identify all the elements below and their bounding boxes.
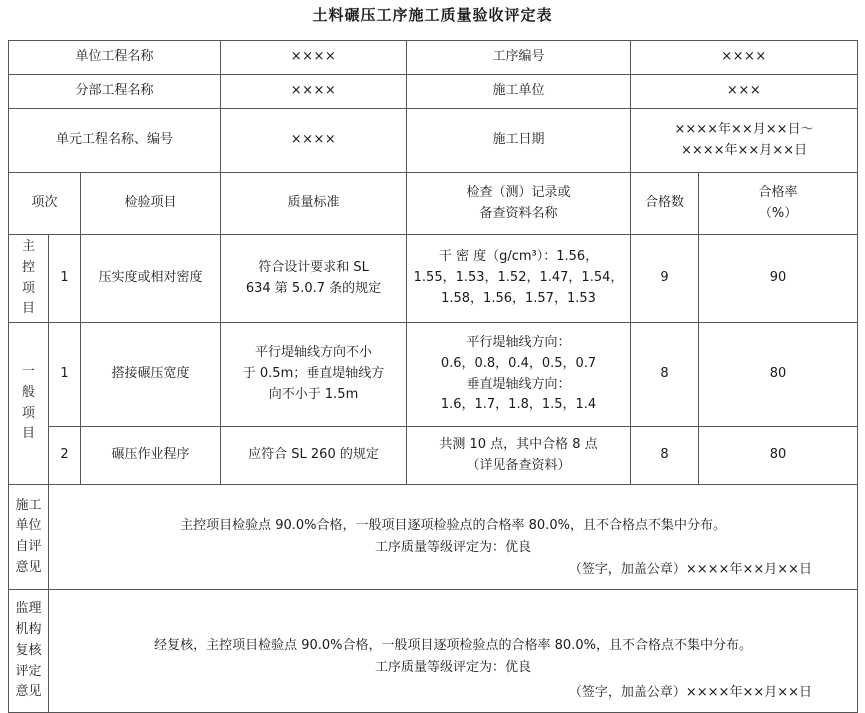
contractor-opinion-label: 施工 单位 自评 意见 [9,485,49,590]
sub-project-value: ×××× [221,75,407,109]
process-no-label: 工序编号 [407,41,631,75]
date-start: ××××年××月××日～ [674,121,814,137]
col-item-no: 项次 [9,173,81,235]
general-item-standard: 平行堤轴线方向不小 于 0.5m；垂直堤轴线方 向不小于 1.5m [221,323,407,427]
main-item-no: 1 [49,235,81,323]
header-row-unit [9,41,858,75]
general-item-name: 碾压作业程序 [81,427,221,485]
main-item-name: 压实度或相对密度 [81,235,221,323]
element-project-value: ×××× [221,109,407,173]
date-end: ××××年××月××日 [680,142,808,158]
general-group-label: 一 般 项 目 [9,323,49,485]
main-item-row-1 [9,235,858,323]
general-item-row-1 [9,323,858,427]
supervisor-opinion-row [9,590,858,713]
main-item-rate: 90 [699,235,858,323]
form-title: 土料碾压工序施工质量验收评定表 [312,6,553,24]
contractor-opinion-text: 主控项目检验点 90.0%合格，一般项目逐项检验点的合格率 80.0%，且不合格点不集中分布。 [180,518,726,534]
construction-date-value [631,109,858,173]
supervisor-opinion-label: 监理 机构 复核 评定 意见 [9,590,49,713]
main-item-record: 干 密 度（g/cm³）：1.56， 1.55，1.53，1.52，1.47，1.54， 1.58，1.56，1.57，1.53 [407,235,631,323]
col-quality-standard: 质量标准 [221,173,407,235]
general-item-name: 搭接碾压宽度 [81,323,221,427]
main-group-label: 主 控 项 目 [9,235,49,323]
unit-project-label: 单位工程名称 [9,41,221,75]
sub-project-label: 分部工程名称 [9,75,221,109]
general-item-count: 8 [631,427,699,485]
col-record: 检查（测）记录或 备查资料名称 [407,173,631,235]
header-row-element [9,109,858,173]
unit-project-value: ×××× [221,41,407,75]
header-row-sub [9,75,858,109]
contractor-label: 施工单位 [407,75,631,109]
general-item-record: 平行堤轴线方向： 0.6，0.8，0.4，0.5，0.7 垂直堤轴线方向： 1.6，1.7，1.8，1.5，1.4 [407,323,631,427]
evaluation-table [8,40,858,713]
col-inspection-item: 检验项目 [81,173,221,235]
contractor-opinion-content [49,485,858,590]
contractor-opinion-row [9,485,858,590]
general-item-record: 共测 10 点，其中合格 8 点 （详见备查资料） [407,427,631,485]
supervisor-opinion-text: 经复核，主控项目检验点 90.0%合格，一般项目逐项检验点的合格率 80.0%，且不合格点不集中分布。 [154,638,752,654]
contractor-grade-text: 工序质量等级评定为：优良 [375,540,532,556]
process-no-value: ×××× [631,41,858,75]
general-item-standard: 应符合 SL 260 的规定 [221,427,407,485]
general-item-row-2 [9,427,858,485]
supervisor-opinion-content [49,590,858,713]
column-header-row [9,173,858,235]
contractor-value: ××× [631,75,858,109]
general-item-rate: 80 [699,323,858,427]
col-pass-count: 合格数 [631,173,699,235]
col-pass-rate: 合格率 （%） [699,173,858,235]
supervisor-grade-text: 工序质量等级评定为：优良 [375,660,532,676]
general-item-rate: 80 [699,427,858,485]
construction-date-label: 施工日期 [407,109,631,173]
general-item-no: 1 [49,323,81,427]
element-project-label: 单元工程名称、编号 [9,109,221,173]
main-item-standard: 符合设计要求和 SL 634 第 5.0.7 条的规定 [221,235,407,323]
contractor-signature-line: （签字，加盖公章）××××年××月××日 [568,562,813,578]
general-item-count: 8 [631,323,699,427]
main-item-count: 9 [631,235,699,323]
supervisor-signature-line: （签字，加盖公章）××××年××月××日 [568,685,813,701]
general-item-no: 2 [49,427,81,485]
